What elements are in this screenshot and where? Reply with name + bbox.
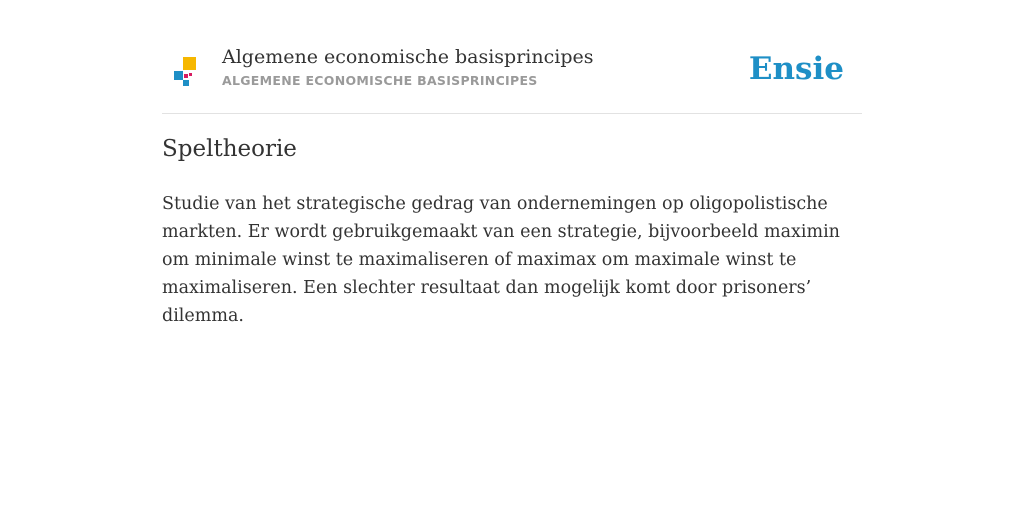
header [162, 40, 862, 114]
category-squares-icon [174, 57, 198, 87]
category-subtitle: ALGEMENE ECONOMISCHE BASISPRINCIPES [222, 73, 538, 88]
category-title[interactable]: Algemene economische basisprincipes [222, 46, 594, 68]
brand-logo[interactable]: Ensie [748, 51, 844, 87]
term-heading: Speltheorie [162, 136, 297, 162]
definition-text: Studie van het strategische gedrag van ondernemingen op oligopolistische markten. Er wordt gebruikgemaakt van een strategie, bijvoorbeeld maximin om minimale winst te maximaliseren of maximax om maximale winst te maximaliseren. Een slechter resultaat dan mogelijk komt door prisoners’ dilemma. [162, 194, 840, 326]
header-titles [222, 45, 594, 88]
